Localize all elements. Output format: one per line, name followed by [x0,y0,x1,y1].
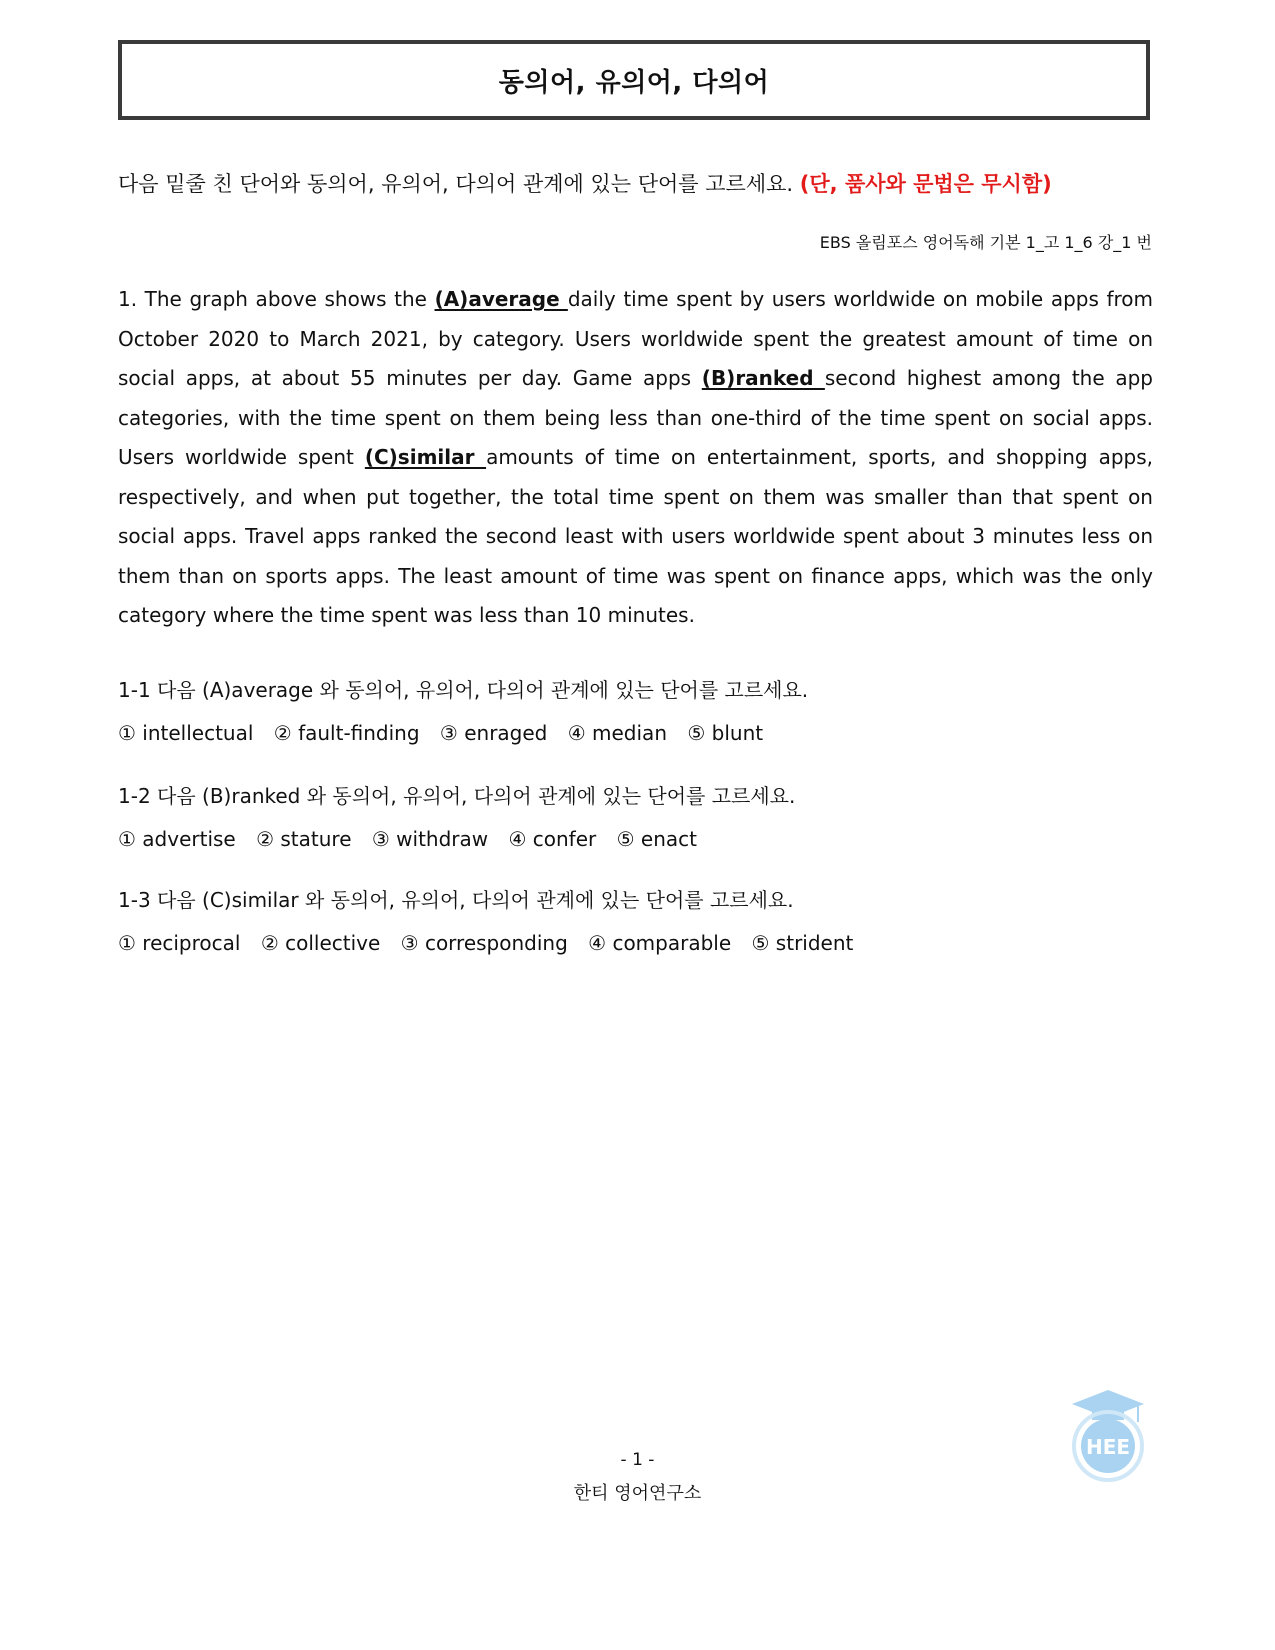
question-prompt: 1-3 다음 (C)similar 와 동의어, 유의어, 다의어 관계에 있는 단어를 고르세요. [118,888,794,912]
passage-part-4: amounts of time on entertainment, sports, and shopping apps, respectively, and when put together, the total time spent on them was smaller than that spent on social apps. Travel apps ranked the second least with users worldwide spent about 3 minutes less on them than on sports apps. The least amount of time was spent on finance apps, which was the only category where the time spent was less than 10 minutes. [118,445,1154,627]
underlined-word-a: (A)average [434,287,568,311]
answer-options [118,931,1153,955]
instruction-text: 다음 밑줄 친 단어와 동의어, 유의어, 다의어 관계에 있는 단어를 고르세요. [118,172,794,196]
footer-organization: 한티 영어연구소 [573,1483,702,1504]
question-1-3 [118,884,1153,955]
option-3[interactable]: ③ enraged [439,721,548,745]
graduation-cap-icon [1072,1390,1144,1422]
instruction [118,168,1158,198]
option-5[interactable]: ⑤ enact [616,827,697,851]
option-5[interactable]: ⑤ strident [751,931,854,955]
underlined-word-c: (C)similar [364,445,487,469]
option-2[interactable]: ② stature [256,827,352,851]
option-1[interactable]: ① reciprocal [118,931,241,955]
option-2[interactable]: ② fault-finding [273,721,420,745]
option-4[interactable]: ④ comparable [588,931,732,955]
source-reference: EBS 올림포스 영어독해 기본 1_고 1_6 강_1 번 [819,233,1152,252]
option-3[interactable]: ③ corresponding [400,931,568,955]
option-4[interactable]: ④ confer [508,827,597,851]
reading-passage [118,280,1153,636]
answer-options [118,827,1153,851]
option-5[interactable]: ⑤ blunt [687,721,764,745]
answer-options [118,721,1153,745]
page-title: 동의어, 유의어, 다의어 [498,67,770,98]
option-3[interactable]: ③ withdraw [371,827,489,851]
instruction-note: (단, 품사와 문법은 무시함) [799,172,1052,196]
passage-part-1: 1. The graph above shows the [118,287,435,311]
passage-part-2: daily time spent by users worldwide on mobile apps from October 2020 to March 2021, by category. Users worldwide spent the greatest amount of time on social apps, at about 55 minutes per day. Game apps [118,287,1154,390]
question-1-2 [118,780,1153,851]
title-box [118,40,1150,120]
underlined-word-b: (B)ranked [701,366,825,390]
page-number: - 1 - [620,1450,655,1470]
logo-text: HEE [1085,1435,1131,1459]
option-2[interactable]: ② collective [260,931,381,955]
question-prompt: 1-2 다음 (B)ranked 와 동의어, 유의어, 다의어 관계에 있는 단어를 고르세요. [118,784,796,808]
option-1[interactable]: ① intellectual [118,721,254,745]
option-1[interactable]: ① advertise [118,827,236,851]
question-prompt: 1-1 다음 (A)average 와 동의어, 유의어, 다의어 관계에 있는 단어를 고르세요. [118,678,809,702]
passage-part-3: second highest among the app categories, with the time spent on them being less than one-third of the time spent on social apps. Users worldwide spent [118,366,1153,469]
question-1-1 [118,674,1153,745]
option-4[interactable]: ④ median [567,721,667,745]
